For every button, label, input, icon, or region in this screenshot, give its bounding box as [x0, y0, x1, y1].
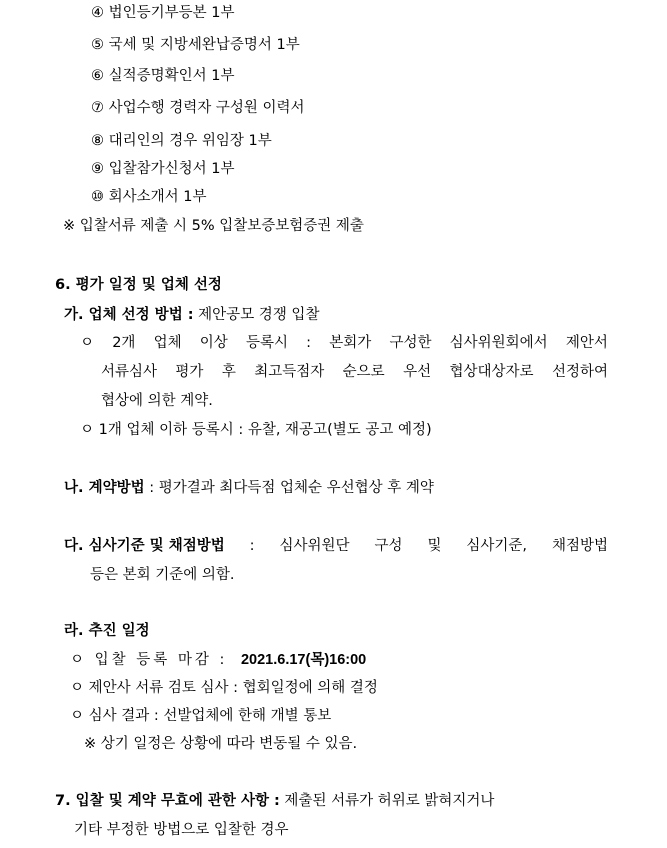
document-item-4: ④ 법인등기부등본 1부 — [91, 5, 235, 21]
word: 순으로 — [342, 364, 385, 380]
section-6-heading: 6. 평가 일정 및 업체 선정 — [55, 277, 222, 293]
section-7-line-2: 기타 부정한 방법으로 입찰한 경우 — [74, 822, 289, 838]
document-item-10: ⑩ 회사소개서 1부 — [91, 189, 207, 205]
word: 협상대상자로 — [449, 364, 534, 380]
word: 평가 — [175, 364, 204, 380]
word: 등록시 — [245, 335, 288, 351]
ga-bullet-2: ㅇ 1개 업체 이하 등록시 : 유찰, 재공고(별도 공고 예정) — [80, 422, 432, 438]
bullet-marker: ㅇ — [80, 335, 95, 351]
ra-item-2: ㅇ 제안사 서류 검토 심사 : 협회일정에 의해 결정 — [70, 680, 378, 696]
word: 구성 — [374, 538, 403, 554]
subsection-da-line-2: 등은 본회 기준에 의함. — [90, 567, 235, 583]
word: : — [249, 538, 255, 554]
subsection-ga-label: 가. 업체 선정 방법 : — [64, 307, 194, 323]
ga-bullet-1-line-3: 협상에 의한 계약. — [101, 393, 213, 409]
subsection-da-label: 다. 심사기준 및 채점방법 — [64, 538, 225, 554]
section-7-text: 제출된 서류가 허위로 밝혀지거나 — [279, 793, 495, 809]
word: 구성한 — [389, 335, 432, 351]
document-item-7: ⑦ 사업수행 경력자 구성원 이력서 — [91, 100, 305, 116]
word: 최고득점자 — [254, 364, 325, 380]
word: 심사기준, — [466, 538, 528, 554]
section-7-label: 7. 입찰 및 계약 무효에 관한 사항 : — [55, 793, 280, 809]
ga-bullet-1-line-2 — [101, 362, 608, 382]
word: 채점방법 — [551, 538, 608, 554]
word: 선정하여 — [551, 364, 608, 380]
subsection-na — [64, 478, 434, 498]
submission-note: ※ 입찰서류 제출 시 5% 입찰보증보험증권 제출 — [63, 218, 364, 234]
word: 업체 — [153, 335, 182, 351]
subsection-ga — [64, 305, 319, 325]
document-item-5: ⑤ 국세 및 지방세완납증명서 1부 — [91, 37, 300, 53]
word: 2개 — [112, 335, 136, 351]
word: 서류심사 — [101, 364, 158, 380]
subsection-na-text: : 평가결과 최다득점 업체순 우선협상 후 계약 — [144, 480, 434, 496]
word: 본회가 — [329, 335, 372, 351]
word: 심사위원단 — [279, 538, 350, 554]
ra-item-1-label: ㅇ 입찰 등록 마감 : — [70, 652, 235, 668]
document-item-9: ⑨ 입찰참가신청서 1부 — [91, 161, 235, 177]
ga-bullet-1-line-1 — [80, 333, 608, 353]
word: 심사위원회에서 — [449, 335, 548, 351]
document-item-6: ⑥ 실적증명확인서 1부 — [91, 68, 235, 84]
subsection-da-line-1 — [64, 536, 608, 556]
word: 및 — [427, 538, 442, 554]
subsection-ra-heading: 라. 추진 일정 — [64, 623, 150, 639]
word: 이상 — [199, 335, 228, 351]
ra-item-3: ㅇ 심사 결과 : 선발업체에 한해 개별 통보 — [70, 708, 332, 724]
subsection-na-label: 나. 계약방법 — [64, 480, 145, 496]
ra-item-1 — [70, 650, 366, 670]
subsection-ga-text: 제안공모 경쟁 입찰 — [193, 307, 320, 323]
word: 우선 — [403, 364, 432, 380]
ra-item-1-value: 2021.6.17(목)16:00 — [240, 652, 367, 668]
ra-note: ※ 상기 일정은 상황에 따라 변동될 수 있음. — [84, 736, 358, 752]
word: 제안서 — [565, 335, 608, 351]
section-7-line-1 — [55, 791, 494, 811]
word: 후 — [221, 364, 236, 380]
document-item-8: ⑧ 대리인의 경우 위임장 1부 — [91, 133, 272, 149]
word: : — [306, 335, 312, 351]
